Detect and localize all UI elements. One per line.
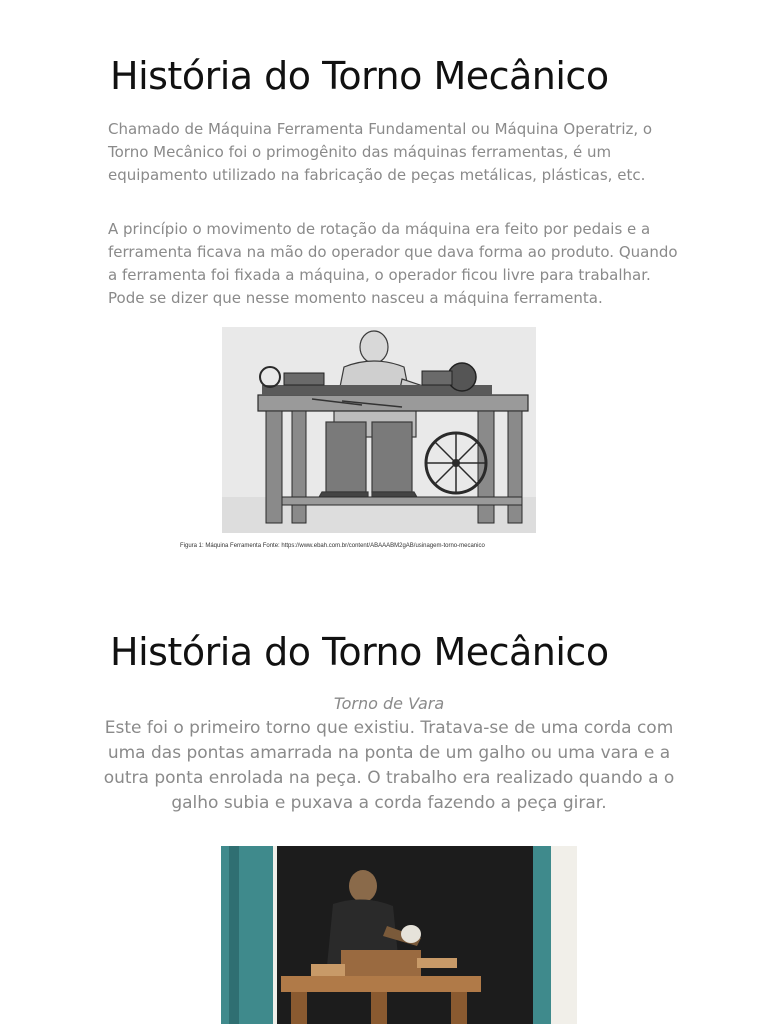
slide-1-title: História do Torno Mecânico <box>110 54 609 98</box>
slide-1-paragraph-2: A princípio o movimento de rotação da máquina era feito por pedais e a ferramenta ficava na mão do operador que dava forma ao produto. Quando a ferramenta foi fixada a máquina, o operador ficou livre para trabalhar. Pode se dizer que nesse momento nasceu a máquina ferramenta. <box>108 220 678 307</box>
slide-2-body: Este foi o primeiro torno que existiu. Tratava-se de uma corda com uma das pontas amarrada na ponta de um galho ou uma vara e a outra ponta enrolada na peça. O trabalho era realizado quando a o galho subia e puxava a corda fazendo a peça girar. <box>103 718 675 813</box>
slide-2-title: História do Torno Mecânico <box>110 630 609 674</box>
slide-1-paragraph-1: Chamado de Máquina Ferramenta Fundamental ou Máquina Operatriz, o Torno Mecânico foi o primogênito das máquinas ferramentas, é um equipamento utilizado na fabricação de peças metálicas, plásticas, etc. <box>108 120 653 184</box>
figure-1-caption: Figura 1: Máquina Ferramenta Fonte: https://www.ebah.com.br/content/ABAAABM2gAB/usinagem-torno-mecanico <box>180 543 485 549</box>
slide-2 <box>0 590 768 1024</box>
slide-2-subtitle: Torno de Vara <box>333 694 445 713</box>
pole-lathe-photo <box>221 846 577 1024</box>
engraving-lathe-illustration <box>222 327 536 533</box>
